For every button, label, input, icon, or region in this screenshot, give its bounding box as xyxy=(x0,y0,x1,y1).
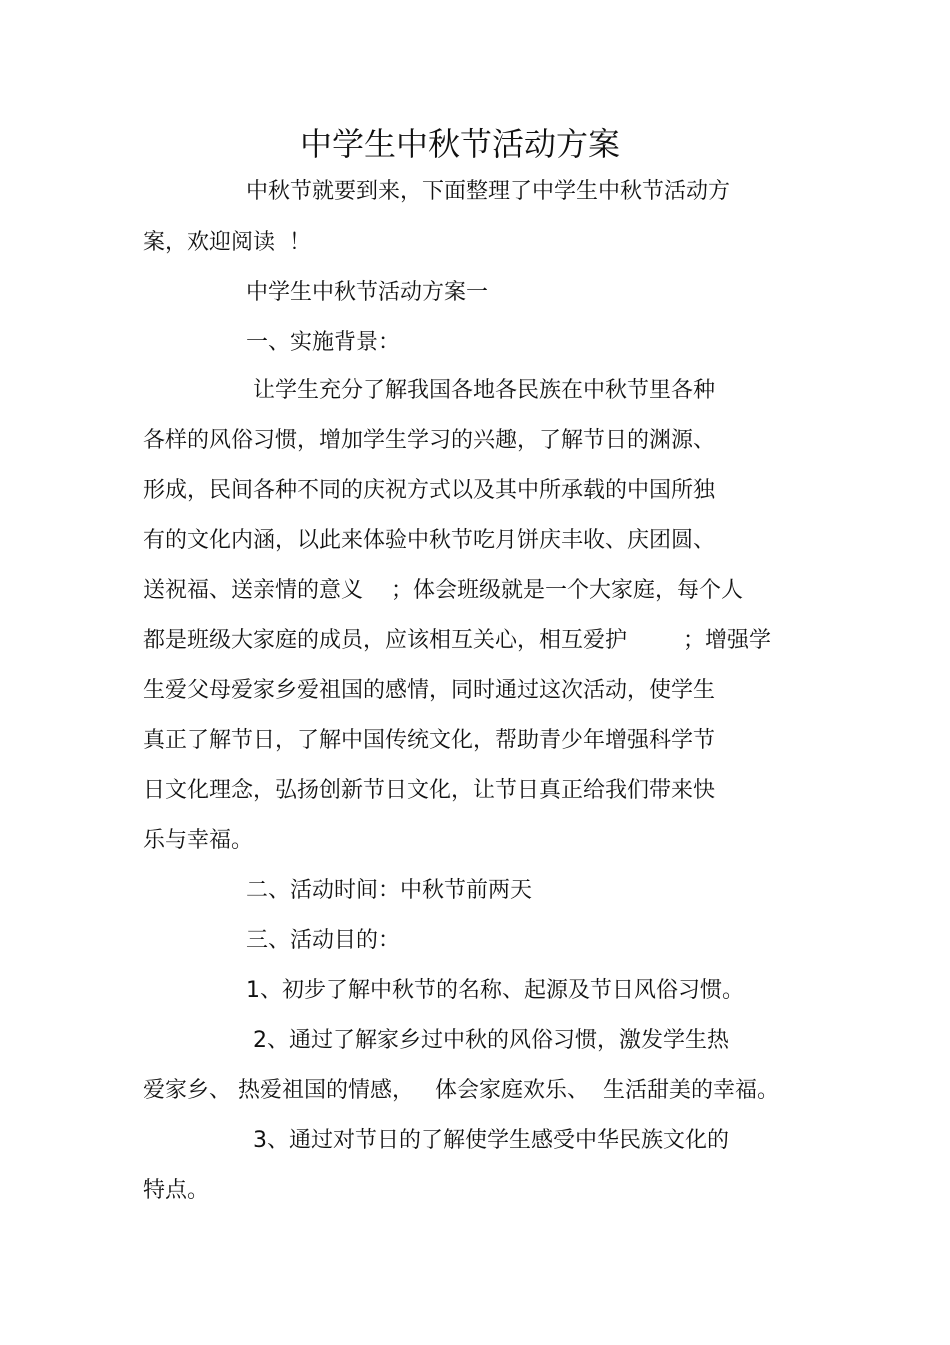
paragraph-line: 送祝福、送亲情的意义 ；体会班级就是一个大家庭，每个人 xyxy=(143,578,743,603)
heading-activity-time: 二、活动时间：中秋节前两天 xyxy=(246,878,533,903)
purpose-item-2-cont: 爱家乡、 热爱祖国的情感， 体会家庭欢乐、 生活甜美的幸福。 xyxy=(143,1078,779,1103)
intro-line-2: 案，欢迎阅读 ！ xyxy=(143,230,311,255)
purpose-item-1: 1、初步了解中秋节的名称、起源及节日风俗习惯。 xyxy=(246,978,744,1003)
paragraph-line: 让学生充分了解我国各地各民族在中秋节里各种 xyxy=(246,378,715,403)
paragraph-line: 乐与幸福。 xyxy=(143,828,254,853)
paragraph-line: 有的文化内涵，以此来体验中秋节吃月饼庆丰收、庆团圆、 xyxy=(143,528,716,553)
purpose-item-2: 2、通过了解家乡过中秋的风俗习惯，激发学生热 xyxy=(246,1028,729,1053)
paragraph-line: 生爱父母爱家乡爱祖国的感情，同时通过这次活动，使学生 xyxy=(143,678,716,703)
section-heading-plan-one: 中学生中秋节活动方案一 xyxy=(246,280,489,305)
heading-activity-purpose: 三、活动目的： xyxy=(246,928,401,953)
paragraph-line: 形成，民间各种不同的庆祝方式以及其中所承载的中国所独 xyxy=(143,478,716,503)
paragraph-line: 各样的风俗习惯，增加学生学习的兴趣，了解节日的渊源、 xyxy=(143,428,716,453)
purpose-item-3: 3、通过对节日的了解使学生感受中华民族文化的 xyxy=(246,1128,729,1153)
purpose-item-3-cont: 特点。 xyxy=(143,1178,210,1203)
document-title: 中学生中秋节活动方案 xyxy=(299,125,620,163)
paragraph-line: 日文化理念，弘扬创新节日文化，让节日真正给我们带来快 xyxy=(143,778,716,803)
paragraph-line: 真正了解节日，了解中国传统文化，帮助青少年增强科学节 xyxy=(143,728,716,753)
intro-line-1: 中秋节就要到来，下面整理了中学生中秋节活动方 xyxy=(246,179,731,204)
heading-background: 一、实施背景： xyxy=(246,330,401,355)
paragraph-line: 都是班级大家庭的成员，应该相互关心，相互爱护 ；增强学 xyxy=(143,628,771,653)
